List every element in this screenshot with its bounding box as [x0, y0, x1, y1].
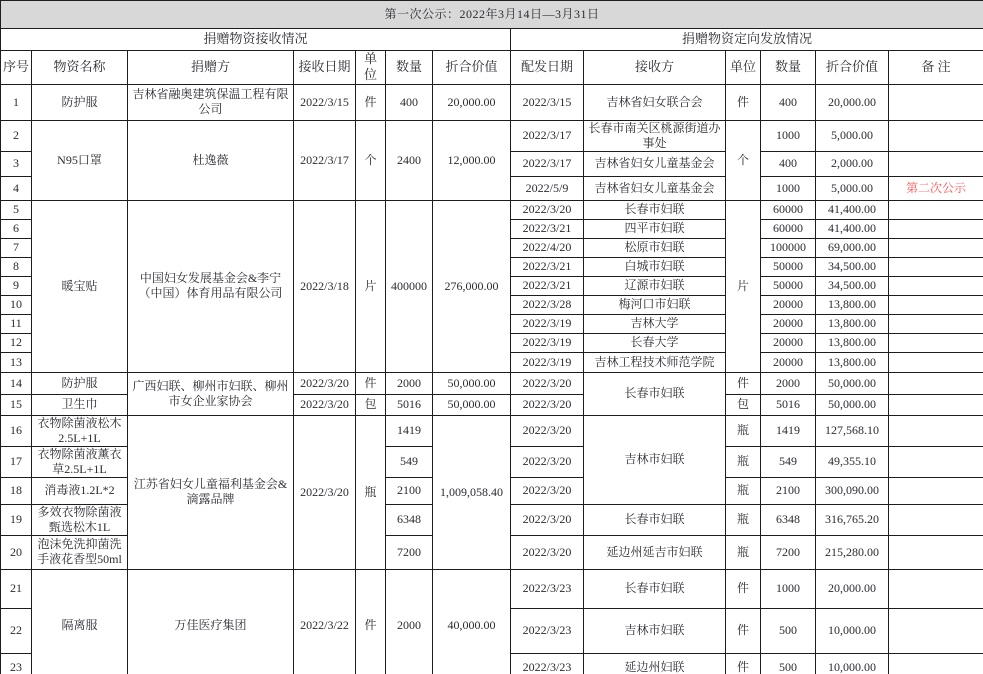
- table-cell: 2022/4/20: [511, 238, 584, 257]
- table-cell: [889, 415, 983, 446]
- table-cell: 41,400.00: [816, 219, 889, 238]
- column-header-material: 物资名称: [32, 51, 128, 85]
- table-cell: 长春市妇联: [584, 504, 726, 535]
- table-cell: 多效衣物除菌液甄选松木1L: [32, 504, 128, 535]
- table-cell: 13,800.00: [816, 314, 889, 333]
- column-header-qty-right: 数量: [761, 51, 816, 85]
- table-cell: 四平市妇联: [584, 219, 726, 238]
- table-cell: 276,000.00: [433, 200, 511, 372]
- table-cell: 延边州延吉市妇联: [584, 535, 726, 569]
- table-cell: 2022/3/21: [511, 276, 584, 295]
- table-cell: 4: [1, 176, 32, 200]
- table-cell: 2022/3/20: [511, 446, 584, 477]
- table-cell: 中国妇女发展基金会&李宁（中国）体育用品有限公司: [128, 200, 294, 372]
- table-row: [1, 120, 983, 151]
- column-header-value-left: 折合价值: [433, 51, 511, 85]
- table-cell: 9: [1, 276, 32, 295]
- table-row: [1, 415, 983, 446]
- table-cell: 延边州妇联: [584, 653, 726, 674]
- table-cell: 50000: [761, 257, 816, 276]
- table-cell: [889, 120, 983, 151]
- remark-cell: 第二次公示: [889, 176, 983, 200]
- table-cell: 23: [1, 653, 32, 674]
- table-cell: [889, 372, 983, 394]
- table-cell: 2022/3/17: [511, 120, 584, 151]
- table-row: [1, 84, 983, 120]
- table-cell: [889, 276, 983, 295]
- table-cell: 广西妇联、柳州市妇联、柳州市女企业家协会: [128, 372, 294, 415]
- table-cell: 2022/3/21: [511, 257, 584, 276]
- table-cell: 2022/3/19: [511, 314, 584, 333]
- column-header-value-right: 折合价值: [816, 51, 889, 85]
- table-cell: 2022/3/20: [294, 415, 356, 569]
- table-cell: 300,090.00: [816, 477, 889, 504]
- table-cell: [889, 504, 983, 535]
- table-cell: 杜逸薇: [128, 120, 294, 200]
- table-cell: [889, 653, 983, 674]
- table-cell: 2022/3/20: [511, 394, 584, 415]
- table-cell: 20000: [761, 314, 816, 333]
- table-row: [1, 372, 983, 394]
- table-cell: 60000: [761, 219, 816, 238]
- column-header-seq: 序号: [1, 51, 32, 85]
- table-cell: 2022/3/20: [511, 415, 584, 446]
- table-cell: [889, 394, 983, 415]
- table-cell: 34,500.00: [816, 257, 889, 276]
- table-cell: [889, 295, 983, 314]
- table-cell: 6348: [386, 504, 433, 535]
- table-cell: 50000: [761, 276, 816, 295]
- table-cell: 22: [1, 608, 32, 653]
- table-cell: 14: [1, 372, 32, 394]
- section-header-row: [1, 29, 983, 51]
- column-header-receive-date: 接收日期: [294, 51, 356, 85]
- table-cell: [889, 535, 983, 569]
- table-cell: 长春市妇联: [584, 200, 726, 219]
- table-cell: 5: [1, 200, 32, 219]
- table-cell: 吉林大学: [584, 314, 726, 333]
- column-header-recipient: 接收方: [584, 51, 726, 85]
- table-cell: 20,000.00: [433, 84, 511, 120]
- table-cell: 7: [1, 238, 32, 257]
- table-cell: 400: [761, 151, 816, 176]
- table-cell: 松原市妇联: [584, 238, 726, 257]
- table-cell: 2100: [386, 477, 433, 504]
- table-cell: 瓶: [726, 477, 761, 504]
- table-cell: 20,000.00: [816, 569, 889, 608]
- table-cell: [889, 333, 983, 352]
- table-cell: 21: [1, 569, 32, 608]
- section-distribute-header: 捐赠物资定向发放情况: [511, 29, 983, 51]
- table-cell: 白城市妇联: [584, 257, 726, 276]
- table-cell: 2100: [761, 477, 816, 504]
- table-cell: 7200: [761, 535, 816, 569]
- table-cell: 瓶: [726, 535, 761, 569]
- table-cell: 5016: [761, 394, 816, 415]
- table-cell: [889, 151, 983, 176]
- table-cell: 卫生巾: [32, 394, 128, 415]
- table-cell: 江苏省妇女儿童福利基金会&滴露品牌: [128, 415, 294, 569]
- table-cell: 6: [1, 219, 32, 238]
- table-cell: 消毒液1.2L*2: [32, 477, 128, 504]
- table-cell: 泡沫免洗抑菌洗手液花香型50ml: [32, 535, 128, 569]
- column-header-unit-right: 单位: [726, 51, 761, 85]
- table-cell: 瓶: [356, 415, 386, 569]
- table-cell: 10,000.00: [816, 608, 889, 653]
- table-cell: 暖宝贴: [32, 200, 128, 372]
- table-row: [1, 569, 983, 608]
- table-cell: [889, 446, 983, 477]
- table-cell: 个: [726, 120, 761, 200]
- table-cell: 2022/3/28: [511, 295, 584, 314]
- table-cell: [889, 219, 983, 238]
- table-cell: [889, 238, 983, 257]
- table-cell: 2000: [761, 372, 816, 394]
- table-cell: 隔离服: [32, 569, 128, 674]
- table-cell: 13,800.00: [816, 352, 889, 372]
- table-cell: 2022/3/20: [511, 504, 584, 535]
- table-cell: 衣物除菌液薰衣草2.5L+1L: [32, 446, 128, 477]
- table-cell: 吉林市妇联: [584, 415, 726, 504]
- table-cell: 500: [761, 653, 816, 674]
- table-cell: 49,355.10: [816, 446, 889, 477]
- table-cell: 件: [356, 372, 386, 394]
- table-cell: 1419: [761, 415, 816, 446]
- table-cell: 16: [1, 415, 32, 446]
- table-cell: 400000: [386, 200, 433, 372]
- column-header-unit-left: 单位: [356, 51, 386, 85]
- table-cell: 215,280.00: [816, 535, 889, 569]
- table-cell: 17: [1, 446, 32, 477]
- table-cell: 5,000.00: [816, 176, 889, 200]
- table-cell: 衣物除菌液松木2.5L+1L: [32, 415, 128, 446]
- table-cell: 1000: [761, 569, 816, 608]
- table-cell: [889, 477, 983, 504]
- table-cell: 2022/3/20: [511, 477, 584, 504]
- table-cell: 2022/5/9: [511, 176, 584, 200]
- table-cell: 2022/3/17: [294, 120, 356, 200]
- table-cell: 20000: [761, 333, 816, 352]
- table-cell: 500: [761, 608, 816, 653]
- table-cell: 2022/3/18: [294, 200, 356, 372]
- table-cell: [889, 257, 983, 276]
- column-header-qty-left: 数量: [386, 51, 433, 85]
- table-cell: 吉林工程技术师范学院: [584, 352, 726, 372]
- table-cell: [889, 569, 983, 608]
- table-cell: 2: [1, 120, 32, 151]
- table-cell: 2022/3/15: [294, 84, 356, 120]
- table-cell: 549: [761, 446, 816, 477]
- table-cell: 2022/3/23: [511, 653, 584, 674]
- table-cell: 2022/3/20: [511, 200, 584, 219]
- table-row: [1, 200, 983, 219]
- table-cell: 400: [386, 84, 433, 120]
- table-cell: 8: [1, 257, 32, 276]
- table-cell: 2022/3/23: [511, 608, 584, 653]
- table-cell: 件: [726, 608, 761, 653]
- table-cell: 1419: [386, 415, 433, 446]
- table-cell: 2400: [386, 120, 433, 200]
- table-cell: 包: [356, 394, 386, 415]
- table-cell: 12: [1, 333, 32, 352]
- table-cell: 10,000.00: [816, 653, 889, 674]
- table-cell: 长春大学: [584, 333, 726, 352]
- table-cell: 100000: [761, 238, 816, 257]
- report-title: 第一次公示：2022年3月14日—3月31日: [1, 1, 983, 29]
- table-cell: [889, 314, 983, 333]
- table-cell: 549: [386, 446, 433, 477]
- table-cell: 长春市妇联: [584, 372, 726, 415]
- table-cell: 50,000.00: [433, 372, 511, 394]
- table-cell: 20000: [761, 352, 816, 372]
- table-cell: 吉林省妇女联合会: [584, 84, 726, 120]
- table-cell: 13: [1, 352, 32, 372]
- table-cell: 2022/3/23: [511, 569, 584, 608]
- table-cell: 20,000.00: [816, 84, 889, 120]
- table-cell: 20: [1, 535, 32, 569]
- table-cell: 19: [1, 504, 32, 535]
- table-cell: 件: [726, 84, 761, 120]
- table-cell: 50,000.00: [816, 394, 889, 415]
- table-cell: 400: [761, 84, 816, 120]
- table-cell: 防护服: [32, 372, 128, 394]
- table-cell: 梅河口市妇联: [584, 295, 726, 314]
- table-cell: 11: [1, 314, 32, 333]
- table-cell: 34,500.00: [816, 276, 889, 295]
- table-cell: 辽源市妇联: [584, 276, 726, 295]
- column-header-remark: 备 注: [889, 51, 983, 85]
- table-cell: 127,568.10: [816, 415, 889, 446]
- table-cell: 15: [1, 394, 32, 415]
- table-cell: 个: [356, 120, 386, 200]
- table-cell: 2022/3/21: [511, 219, 584, 238]
- table-cell: 瓶: [726, 415, 761, 446]
- table-cell: [889, 84, 983, 120]
- table-cell: 2022/3/19: [511, 352, 584, 372]
- table-cell: 2022/3/22: [294, 569, 356, 674]
- table-cell: N95口罩: [32, 120, 128, 200]
- table-cell: 13,800.00: [816, 295, 889, 314]
- table-cell: 片: [726, 200, 761, 372]
- table-cell: 18: [1, 477, 32, 504]
- table-cell: [889, 352, 983, 372]
- table-cell: 20000: [761, 295, 816, 314]
- section-receive-header: 捐赠物资接收情况: [1, 29, 511, 51]
- table-cell: 69,000.00: [816, 238, 889, 257]
- table-cell: 长春市南关区桃源街道办事处: [584, 120, 726, 151]
- table-cell: [889, 200, 983, 219]
- table-cell: 1000: [761, 176, 816, 200]
- title-row: [1, 1, 983, 29]
- table-cell: 1,009,058.40: [433, 415, 511, 569]
- table-cell: 吉林省妇女儿童基金会: [584, 176, 726, 200]
- table-cell: 2000: [386, 372, 433, 394]
- table-cell: 50,000.00: [816, 372, 889, 394]
- table-cell: 13,800.00: [816, 333, 889, 352]
- table-cell: 瓶: [726, 504, 761, 535]
- table-cell: 5,000.00: [816, 120, 889, 151]
- column-header-row: [1, 51, 983, 85]
- table-cell: 长春市妇联: [584, 569, 726, 608]
- table-cell: 吉林市妇联: [584, 608, 726, 653]
- table-cell: 2022/3/20: [294, 372, 356, 394]
- table-cell: 12,000.00: [433, 120, 511, 200]
- table-cell: 瓶: [726, 446, 761, 477]
- table-cell: 件: [356, 569, 386, 674]
- table-cell: 41,400.00: [816, 200, 889, 219]
- table-cell: 10: [1, 295, 32, 314]
- table-cell: 件: [726, 569, 761, 608]
- table-cell: 40,000.00: [433, 569, 511, 674]
- column-header-donor: 捐赠方: [128, 51, 294, 85]
- table-cell: 吉林省妇女儿童基金会: [584, 151, 726, 176]
- table-cell: 50,000.00: [433, 394, 511, 415]
- table-cell: 2022/3/20: [294, 394, 356, 415]
- table-cell: 2,000.00: [816, 151, 889, 176]
- table-cell: 件: [726, 372, 761, 394]
- table-cell: 2000: [386, 569, 433, 674]
- table-cell: 2022/3/17: [511, 151, 584, 176]
- table-cell: 7200: [386, 535, 433, 569]
- table-cell: 件: [356, 84, 386, 120]
- table-cell: 316,765.20: [816, 504, 889, 535]
- table-cell: 2022/3/20: [511, 535, 584, 569]
- table-cell: [889, 608, 983, 653]
- table-cell: 60000: [761, 200, 816, 219]
- table-cell: 包: [726, 394, 761, 415]
- table-cell: 1000: [761, 120, 816, 151]
- table-cell: 6348: [761, 504, 816, 535]
- table-cell: 片: [356, 200, 386, 372]
- table-cell: 2022/3/20: [511, 372, 584, 394]
- table-cell: 吉林省融奥建筑保温工程有限公司: [128, 84, 294, 120]
- column-header-dispatch-date: 配发日期: [511, 51, 584, 85]
- table-cell: 万佳医疗集团: [128, 569, 294, 674]
- table-cell: 5016: [386, 394, 433, 415]
- table-cell: 3: [1, 151, 32, 176]
- table-cell: 2022/3/19: [511, 333, 584, 352]
- table-cell: 1: [1, 84, 32, 120]
- table-cell: 防护服: [32, 84, 128, 120]
- table-cell: 件: [726, 653, 761, 674]
- table-cell: 2022/3/15: [511, 84, 584, 120]
